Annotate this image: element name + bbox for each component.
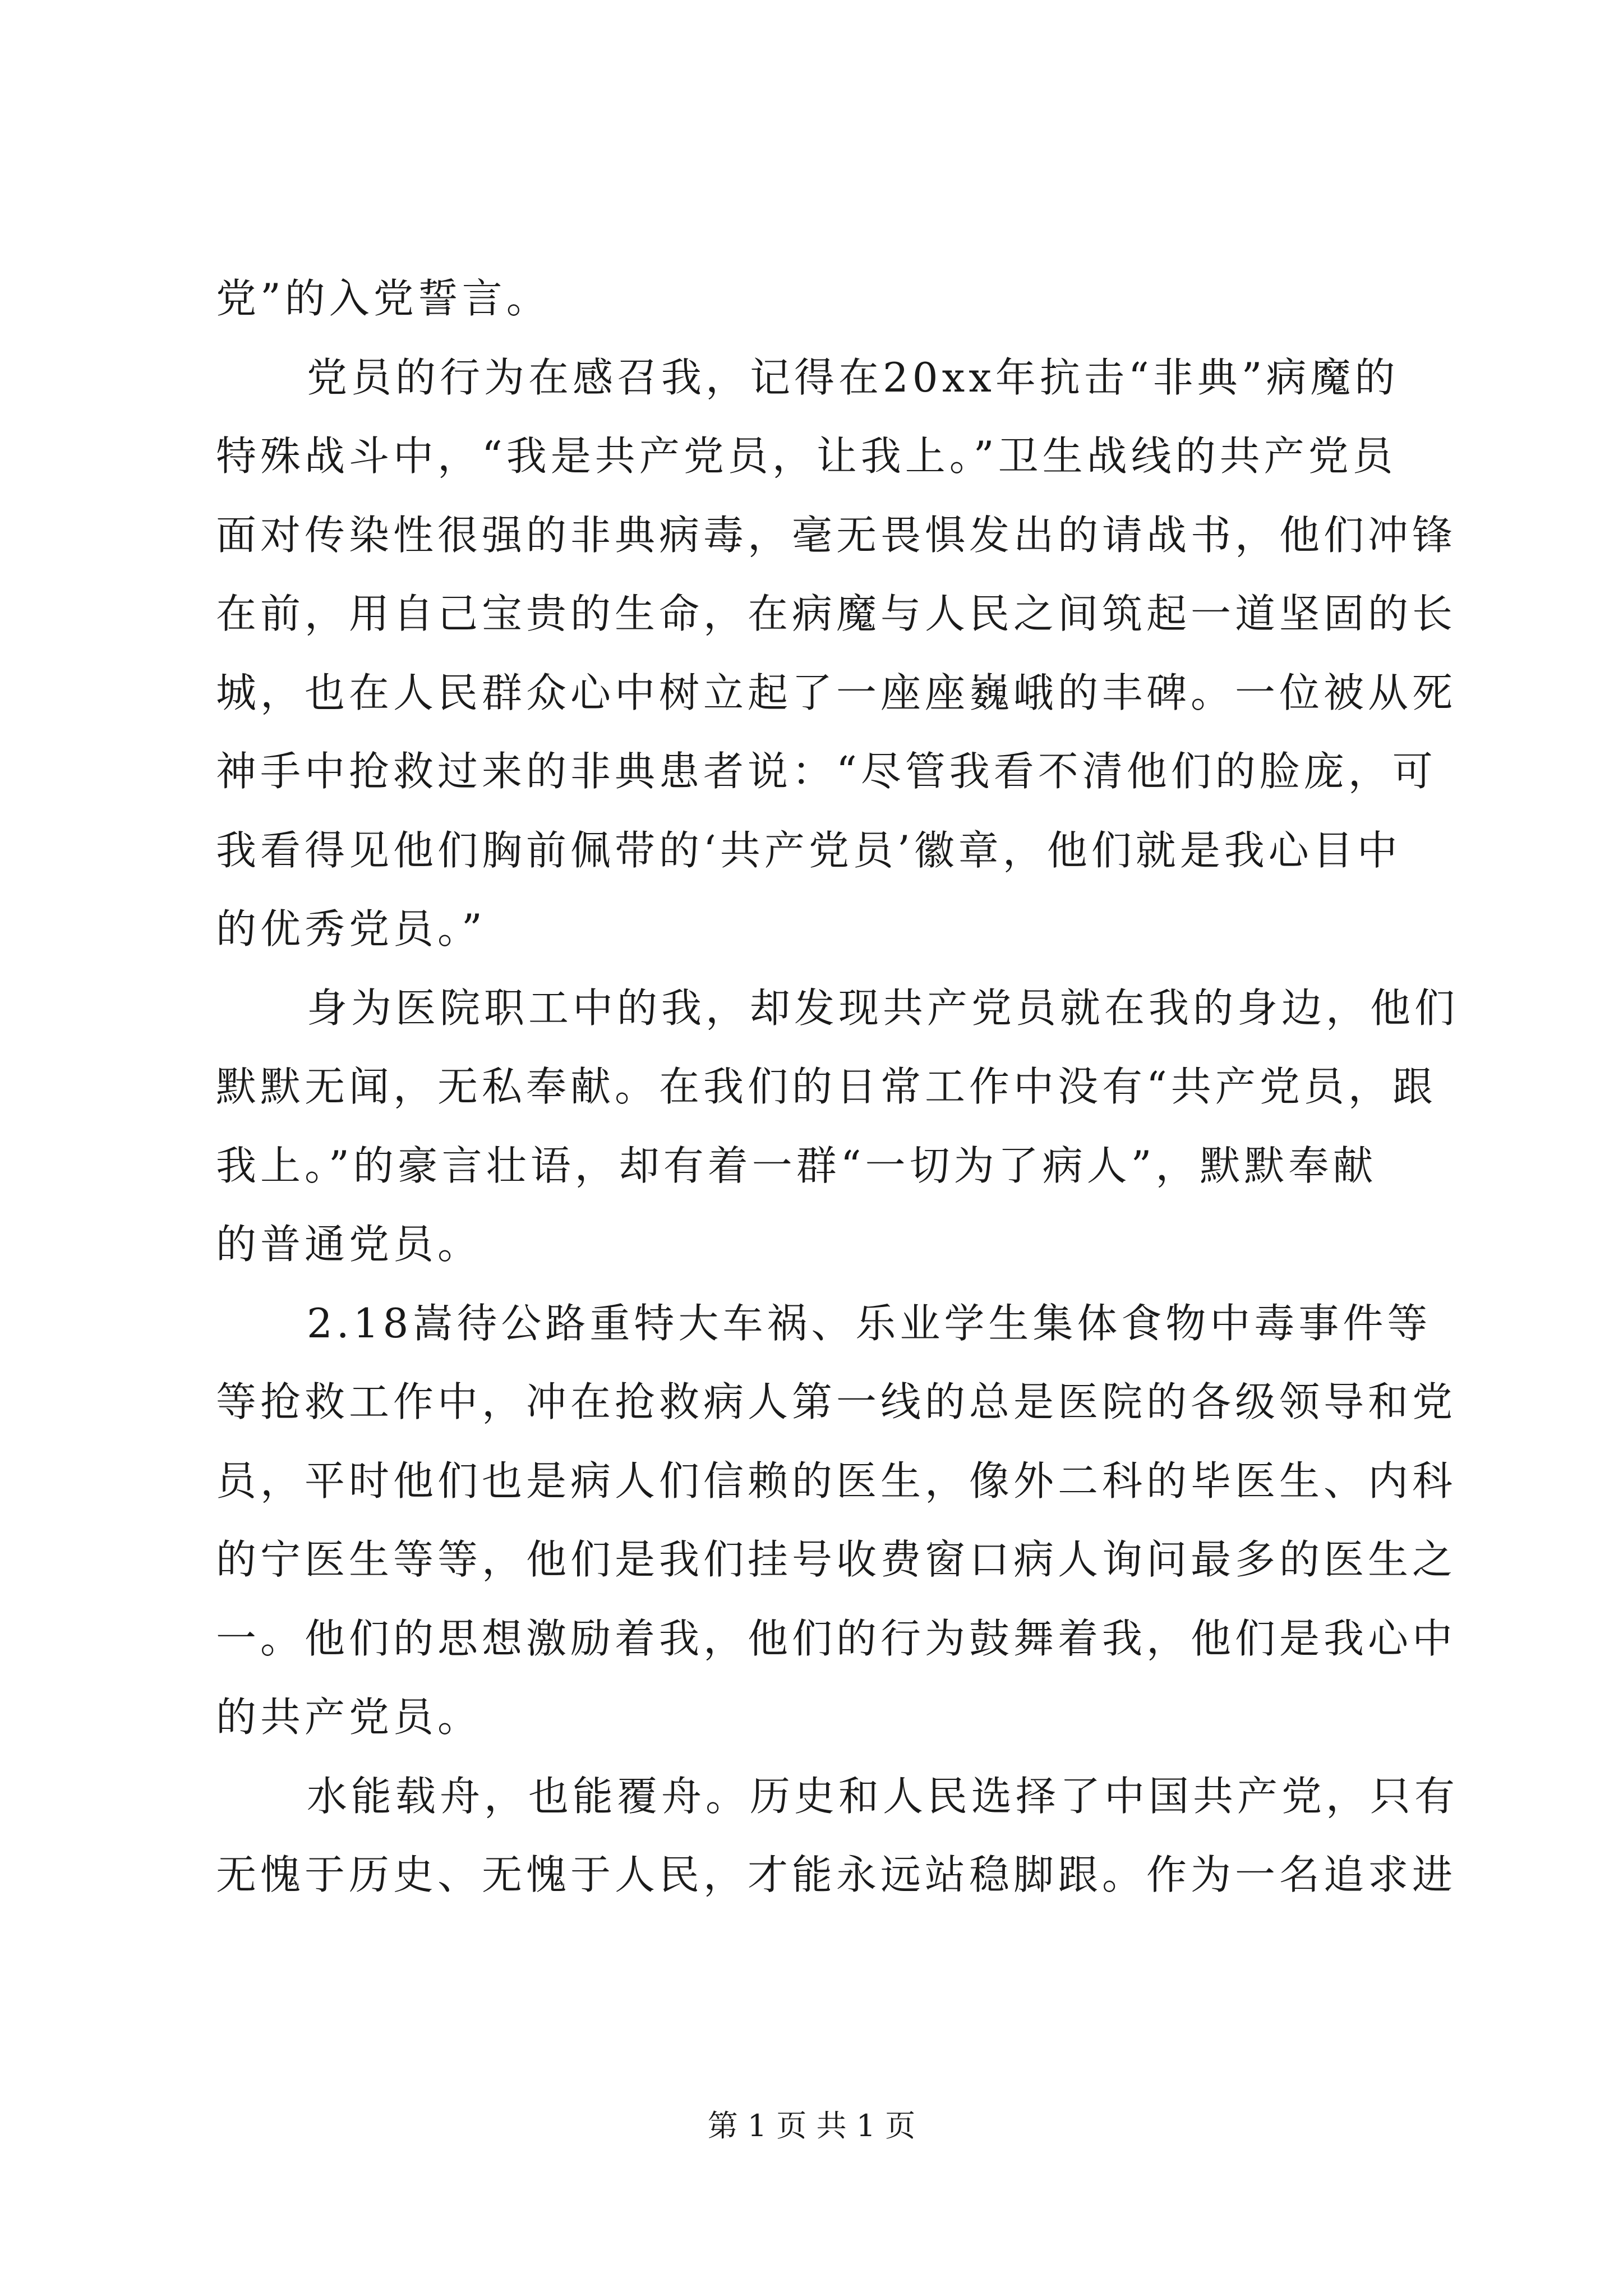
text-line-18: 一。他们的思想激励着我，他们的行为鼓舞着我，他们是我心中 bbox=[216, 1614, 1457, 1662]
text-line-1: 党”的入党誓言。 bbox=[216, 275, 551, 322]
text-line-16: 员，平时他们也是病人们信赖的医生，像外二科的毕医生、内科 bbox=[216, 1457, 1457, 1504]
text-line-7: 神手中抢救过来的非典患者说：“尽管我看不清他们的脸庞，可 bbox=[216, 748, 1437, 795]
text-line-11: 默默无闻，无私奉献。在我们的日常工作中没有“共产党员，跟 bbox=[216, 1063, 1437, 1110]
document-body bbox=[216, 259, 1459, 1915]
text-line-8: 我看得见他们胸前佩带的‘共产党员’徽章，他们就是我心目中 bbox=[216, 826, 1401, 874]
text-line-15: 等抢救工作中，冲在抢救病人第一线的总是医院的各级领导和党 bbox=[216, 1378, 1457, 1425]
text-line-10: 身为医院职工中的我，却发现共产党员就在我的身边，他们 bbox=[307, 984, 1459, 1032]
text-line-13: 的普通党员。 bbox=[216, 1221, 482, 1268]
text-line-6: 城，也在人民群众心中树立起了一座座巍峨的丰碑。一位被从死 bbox=[216, 669, 1457, 716]
text-line-21: 无愧于历史、无愧于人民，才能永远站稳脚跟。作为一名追求进 bbox=[216, 1851, 1457, 1898]
text-line-3: 特殊战斗中，“我是共产党员，让我上。”卫生战线的共产党员 bbox=[216, 432, 1397, 480]
text-line-4: 面对传染性很强的非典病毒，毫无畏惧发出的请战书，他们冲锋 bbox=[216, 511, 1457, 559]
text-line-17: 的宁医生等等，他们是我们挂号收费窗口病人询问最多的医生之 bbox=[216, 1536, 1457, 1583]
text-line-19: 的共产党员。 bbox=[216, 1694, 482, 1741]
text-line-20: 水能载舟，也能覆舟。历史和人民选择了中国共产党，只有 bbox=[307, 1772, 1459, 1820]
text-line-2: 党员的行为在感召我，记得在20xx年抗击“非典”病魔的 bbox=[307, 353, 1399, 401]
page-number-footer: 第 1 页 共 1 页 bbox=[707, 2108, 916, 2143]
text-line-12: 我上。”的豪言壮语，却有着一群“一切为了病人”，默默奉献 bbox=[216, 1142, 1377, 1189]
text-line-9: 的优秀党员。” bbox=[216, 905, 486, 953]
text-line-5: 在前，用自己宝贵的生命，在病魔与人民之间筑起一道坚固的长 bbox=[216, 590, 1457, 637]
text-line-14: 2.18嵩待公路重特大车祸、乐业学生集体食物中毒事件等 bbox=[307, 1299, 1432, 1347]
